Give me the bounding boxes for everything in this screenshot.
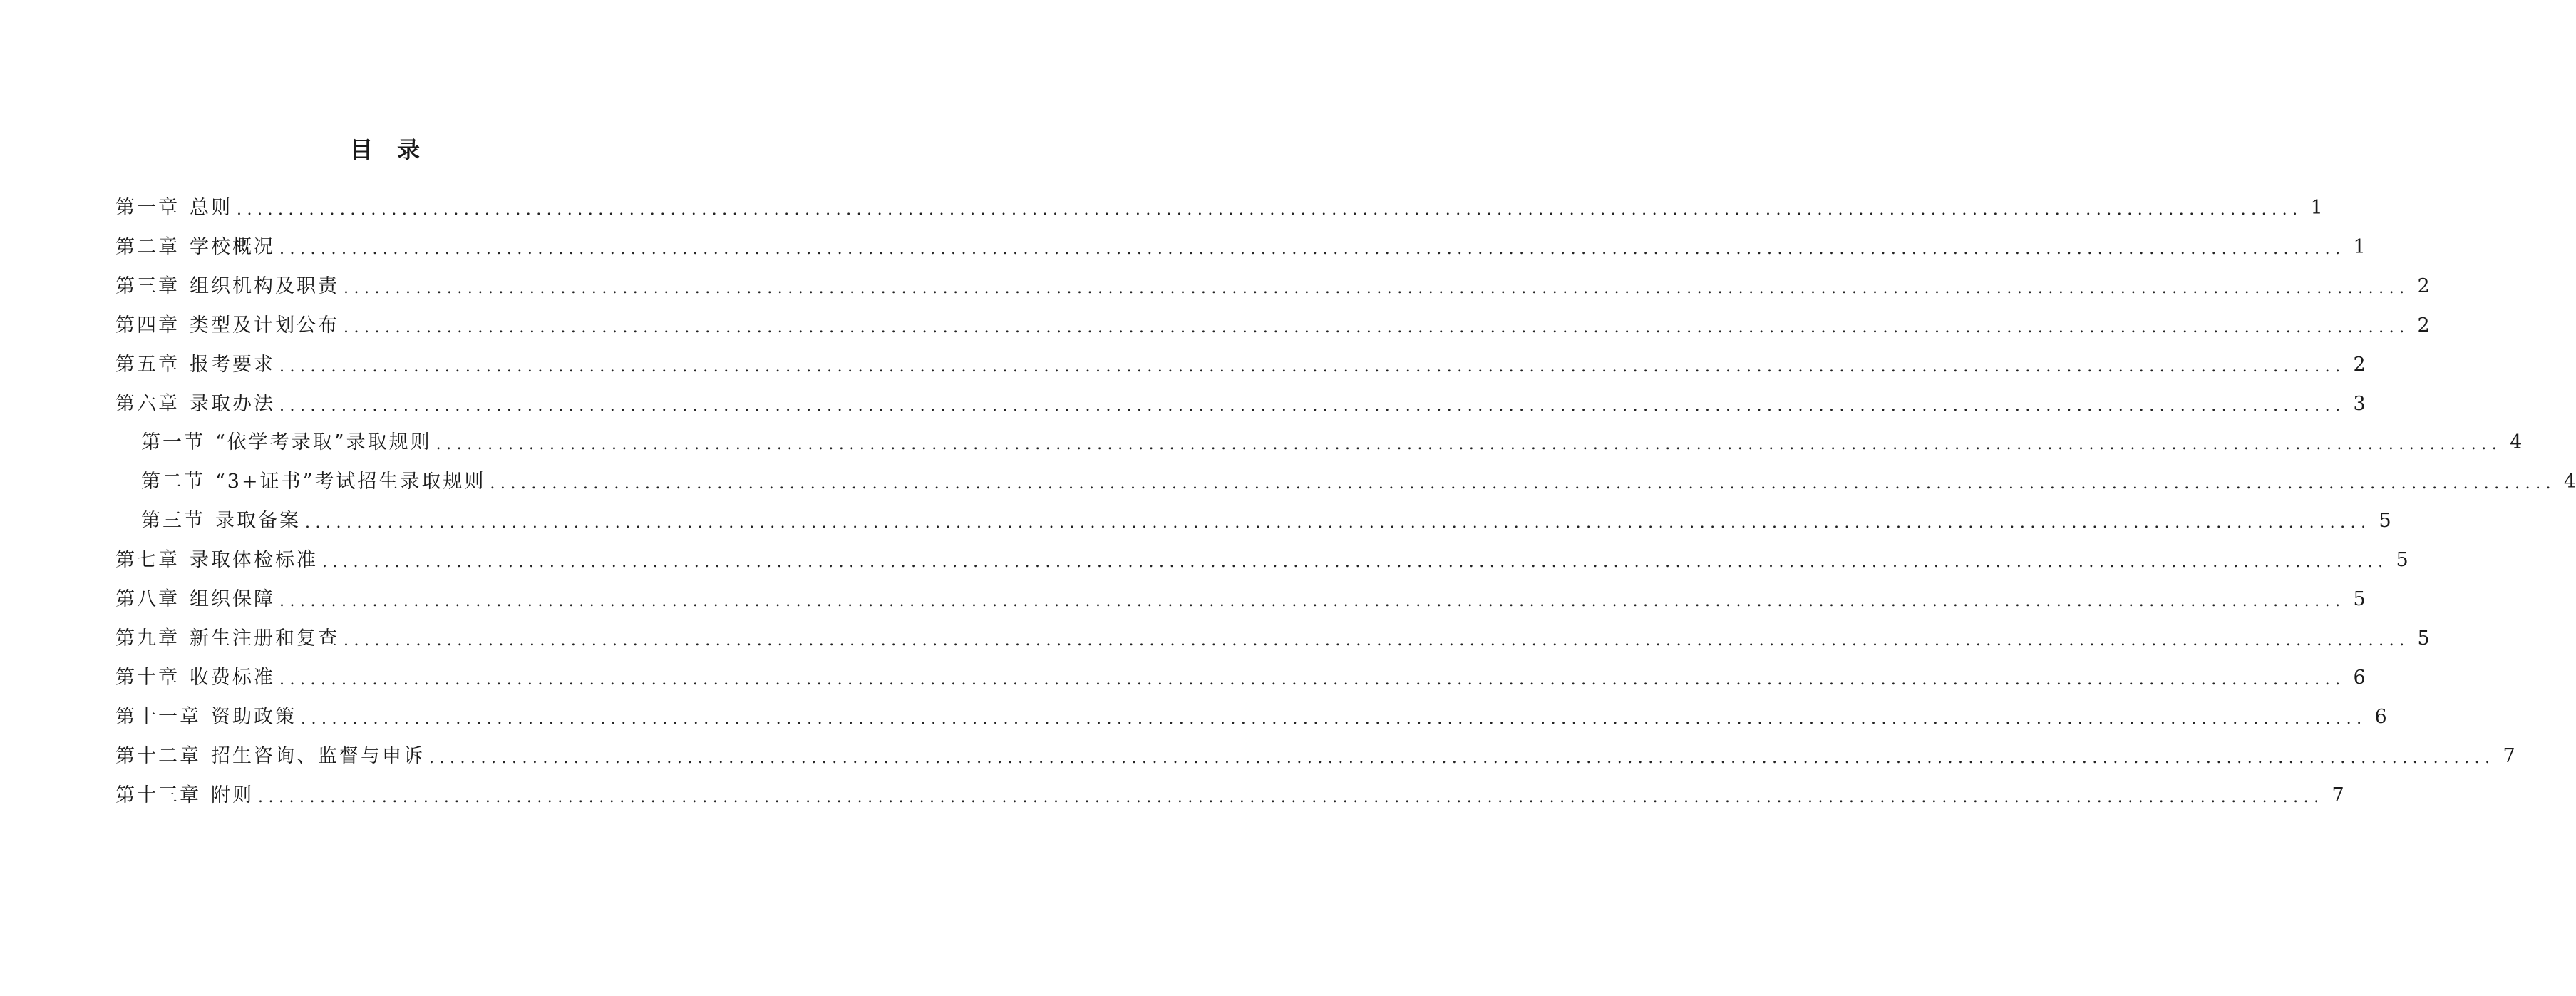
toc-entry-chapter[interactable]: [115, 781, 2344, 810]
toc-entry-chapter[interactable]: [115, 664, 2366, 692]
toc-entry-number: 第十一章: [115, 705, 201, 728]
toc-entry-title: 录取办法: [190, 392, 275, 415]
toc-dot-leader: ........................................................................................................................................................................................................: [322, 553, 2389, 572]
toc-entry-number: 第四章: [115, 314, 180, 337]
toc-entry-title: 组织保障: [190, 588, 275, 610]
toc-entry-number: 第八章: [115, 588, 180, 610]
toc-dot-leader: ........................................................................................................................................................................................................: [490, 475, 2557, 493]
toc-page-number: 7: [2332, 784, 2344, 806]
toc-page-number: 5: [2396, 549, 2408, 572]
toc-dot-leader: ........................................................................................................................................................................................................: [429, 749, 2495, 767]
toc-entry-label: [115, 585, 275, 614]
toc-entry-number: 第九章: [115, 627, 180, 650]
toc-entry-title: 录取体检标准: [190, 549, 318, 572]
toc-entry-chapter[interactable]: [115, 625, 2430, 653]
toc-entry-chapter[interactable]: [115, 233, 2366, 262]
toc-dot-leader: ........................................................................................................................................................................................................: [301, 709, 2367, 728]
toc-page-number: 7: [2503, 744, 2515, 767]
toc-entry-number: 第十章: [115, 666, 180, 689]
toc-page-number: 4: [2563, 471, 2576, 493]
toc-entry-label: [115, 742, 425, 771]
toc-dot-leader: ........................................................................................................................................................................................................: [279, 357, 2346, 376]
toc-entry-chapter[interactable]: [115, 546, 2408, 575]
toc-entry-number: 第二节: [141, 471, 205, 493]
toc-title-char-2: 录: [397, 136, 421, 163]
toc-page-number: 3: [2353, 392, 2366, 415]
toc-dot-leader: ........................................................................................................................................................................................................: [279, 396, 2346, 415]
toc-entry-title: 新生注册和复查: [190, 627, 339, 650]
toc-entry-label: [115, 312, 339, 340]
toc-entry-number: 第十二章: [115, 744, 201, 767]
toc-entry-number: 第七章: [115, 549, 180, 572]
toc-entry-chapter[interactable]: [115, 312, 2430, 340]
toc-entry-number: 第一节: [141, 431, 205, 454]
toc-entry-chapter[interactable]: [115, 194, 2323, 222]
toc-entry-number: 第五章: [115, 353, 180, 376]
toc-page-number: 2: [2417, 314, 2430, 337]
toc-entry-number: 第三节: [141, 510, 205, 533]
toc-entry-section[interactable]: [141, 468, 2576, 496]
toc-entry-label: [115, 272, 339, 301]
toc-entry-title: 招生咨询、监督与申诉: [211, 744, 425, 767]
toc-entry-section[interactable]: [141, 507, 2391, 535]
toc-entry-chapter[interactable]: [115, 272, 2430, 301]
toc-entry-title: 录取备案: [215, 510, 301, 533]
toc-entry-label: [115, 625, 339, 653]
toc-entry-title: 总则: [190, 197, 232, 219]
toc-page-number: 1: [2310, 197, 2323, 219]
toc-page-number: 6: [2353, 666, 2366, 689]
toc-entry-title: 组织机构及职责: [190, 274, 339, 297]
toc-dot-leader: ........................................................................................................................................................................................................: [258, 788, 2324, 806]
toc-page-number: 5: [2379, 510, 2391, 533]
toc-page-number: 5: [2417, 627, 2430, 650]
toc-dot-leader: ........................................................................................................................................................................................................: [305, 514, 2371, 533]
toc-entry-number: 第二章: [115, 235, 180, 258]
toc-dot-leader: ........................................................................................................................................................................................................: [279, 670, 2346, 689]
toc-entry-title: “3+证书”考试招生录取规则: [215, 471, 486, 493]
toc-entry-label: [115, 194, 232, 222]
toc-entry-number: 第十三章: [115, 784, 201, 806]
toc-entry-label: [141, 428, 432, 457]
toc-entry-number: 第一章: [115, 197, 180, 219]
toc-entry-number: 第三章: [115, 274, 180, 297]
toc-page-number: 2: [2417, 274, 2430, 297]
toc-entry-title: 学校概况: [190, 235, 275, 258]
toc-entry-number: 第六章: [115, 392, 180, 415]
toc-dot-leader: ........................................................................................................................................................................................................: [237, 201, 2303, 219]
toc-entry-chapter[interactable]: [115, 390, 2366, 419]
toc-entry-label: [115, 390, 275, 419]
toc-dot-leader: ........................................................................................................................................................................................................: [436, 436, 2503, 454]
toc-entry-title: 类型及计划公布: [190, 314, 339, 337]
toc-entry-label: [141, 468, 485, 496]
toc-entry-label: [115, 233, 275, 262]
toc-entry-section[interactable]: [141, 428, 2523, 457]
toc-page-number: 4: [2510, 431, 2523, 454]
toc-entry-label: [115, 781, 254, 810]
toc-entry-title: 收费标准: [190, 666, 275, 689]
toc-dot-leader: ........................................................................................................................................................................................................: [279, 240, 2346, 258]
toc-entry-chapter[interactable]: [115, 585, 2366, 614]
toc-entry-chapter[interactable]: [115, 703, 2387, 731]
toc-entry-title: 资助政策: [211, 705, 297, 728]
toc-entry-chapter[interactable]: [115, 351, 2366, 379]
toc-entry-label: [141, 507, 301, 535]
toc-dot-leader: ........................................................................................................................................................................................................: [279, 592, 2346, 610]
toc-entry-label: [115, 664, 275, 692]
toc-entry-title: 报考要求: [190, 353, 275, 376]
toc-page-number: 6: [2374, 705, 2387, 728]
toc-dot-leader: ........................................................................................................................................................................................................: [344, 631, 2410, 650]
toc-entry-title: 附则: [211, 784, 254, 806]
toc-page-number: 1: [2353, 235, 2366, 258]
toc-entry-label: [115, 351, 275, 379]
toc-dot-leader: ........................................................................................................................................................................................................: [344, 318, 2410, 337]
toc-page-number: 2: [2353, 353, 2366, 376]
toc-page-number: 5: [2353, 588, 2366, 610]
toc-entry-chapter[interactable]: [115, 742, 2515, 771]
toc-title: [0, 133, 770, 167]
toc-entry-title: “依学考录取”录取规则: [215, 431, 432, 454]
toc-dot-leader: ........................................................................................................................................................................................................: [344, 279, 2410, 297]
toc-entry-label: [115, 546, 318, 575]
toc-title-char-1: 目: [349, 136, 373, 163]
toc-entry-label: [115, 703, 297, 731]
